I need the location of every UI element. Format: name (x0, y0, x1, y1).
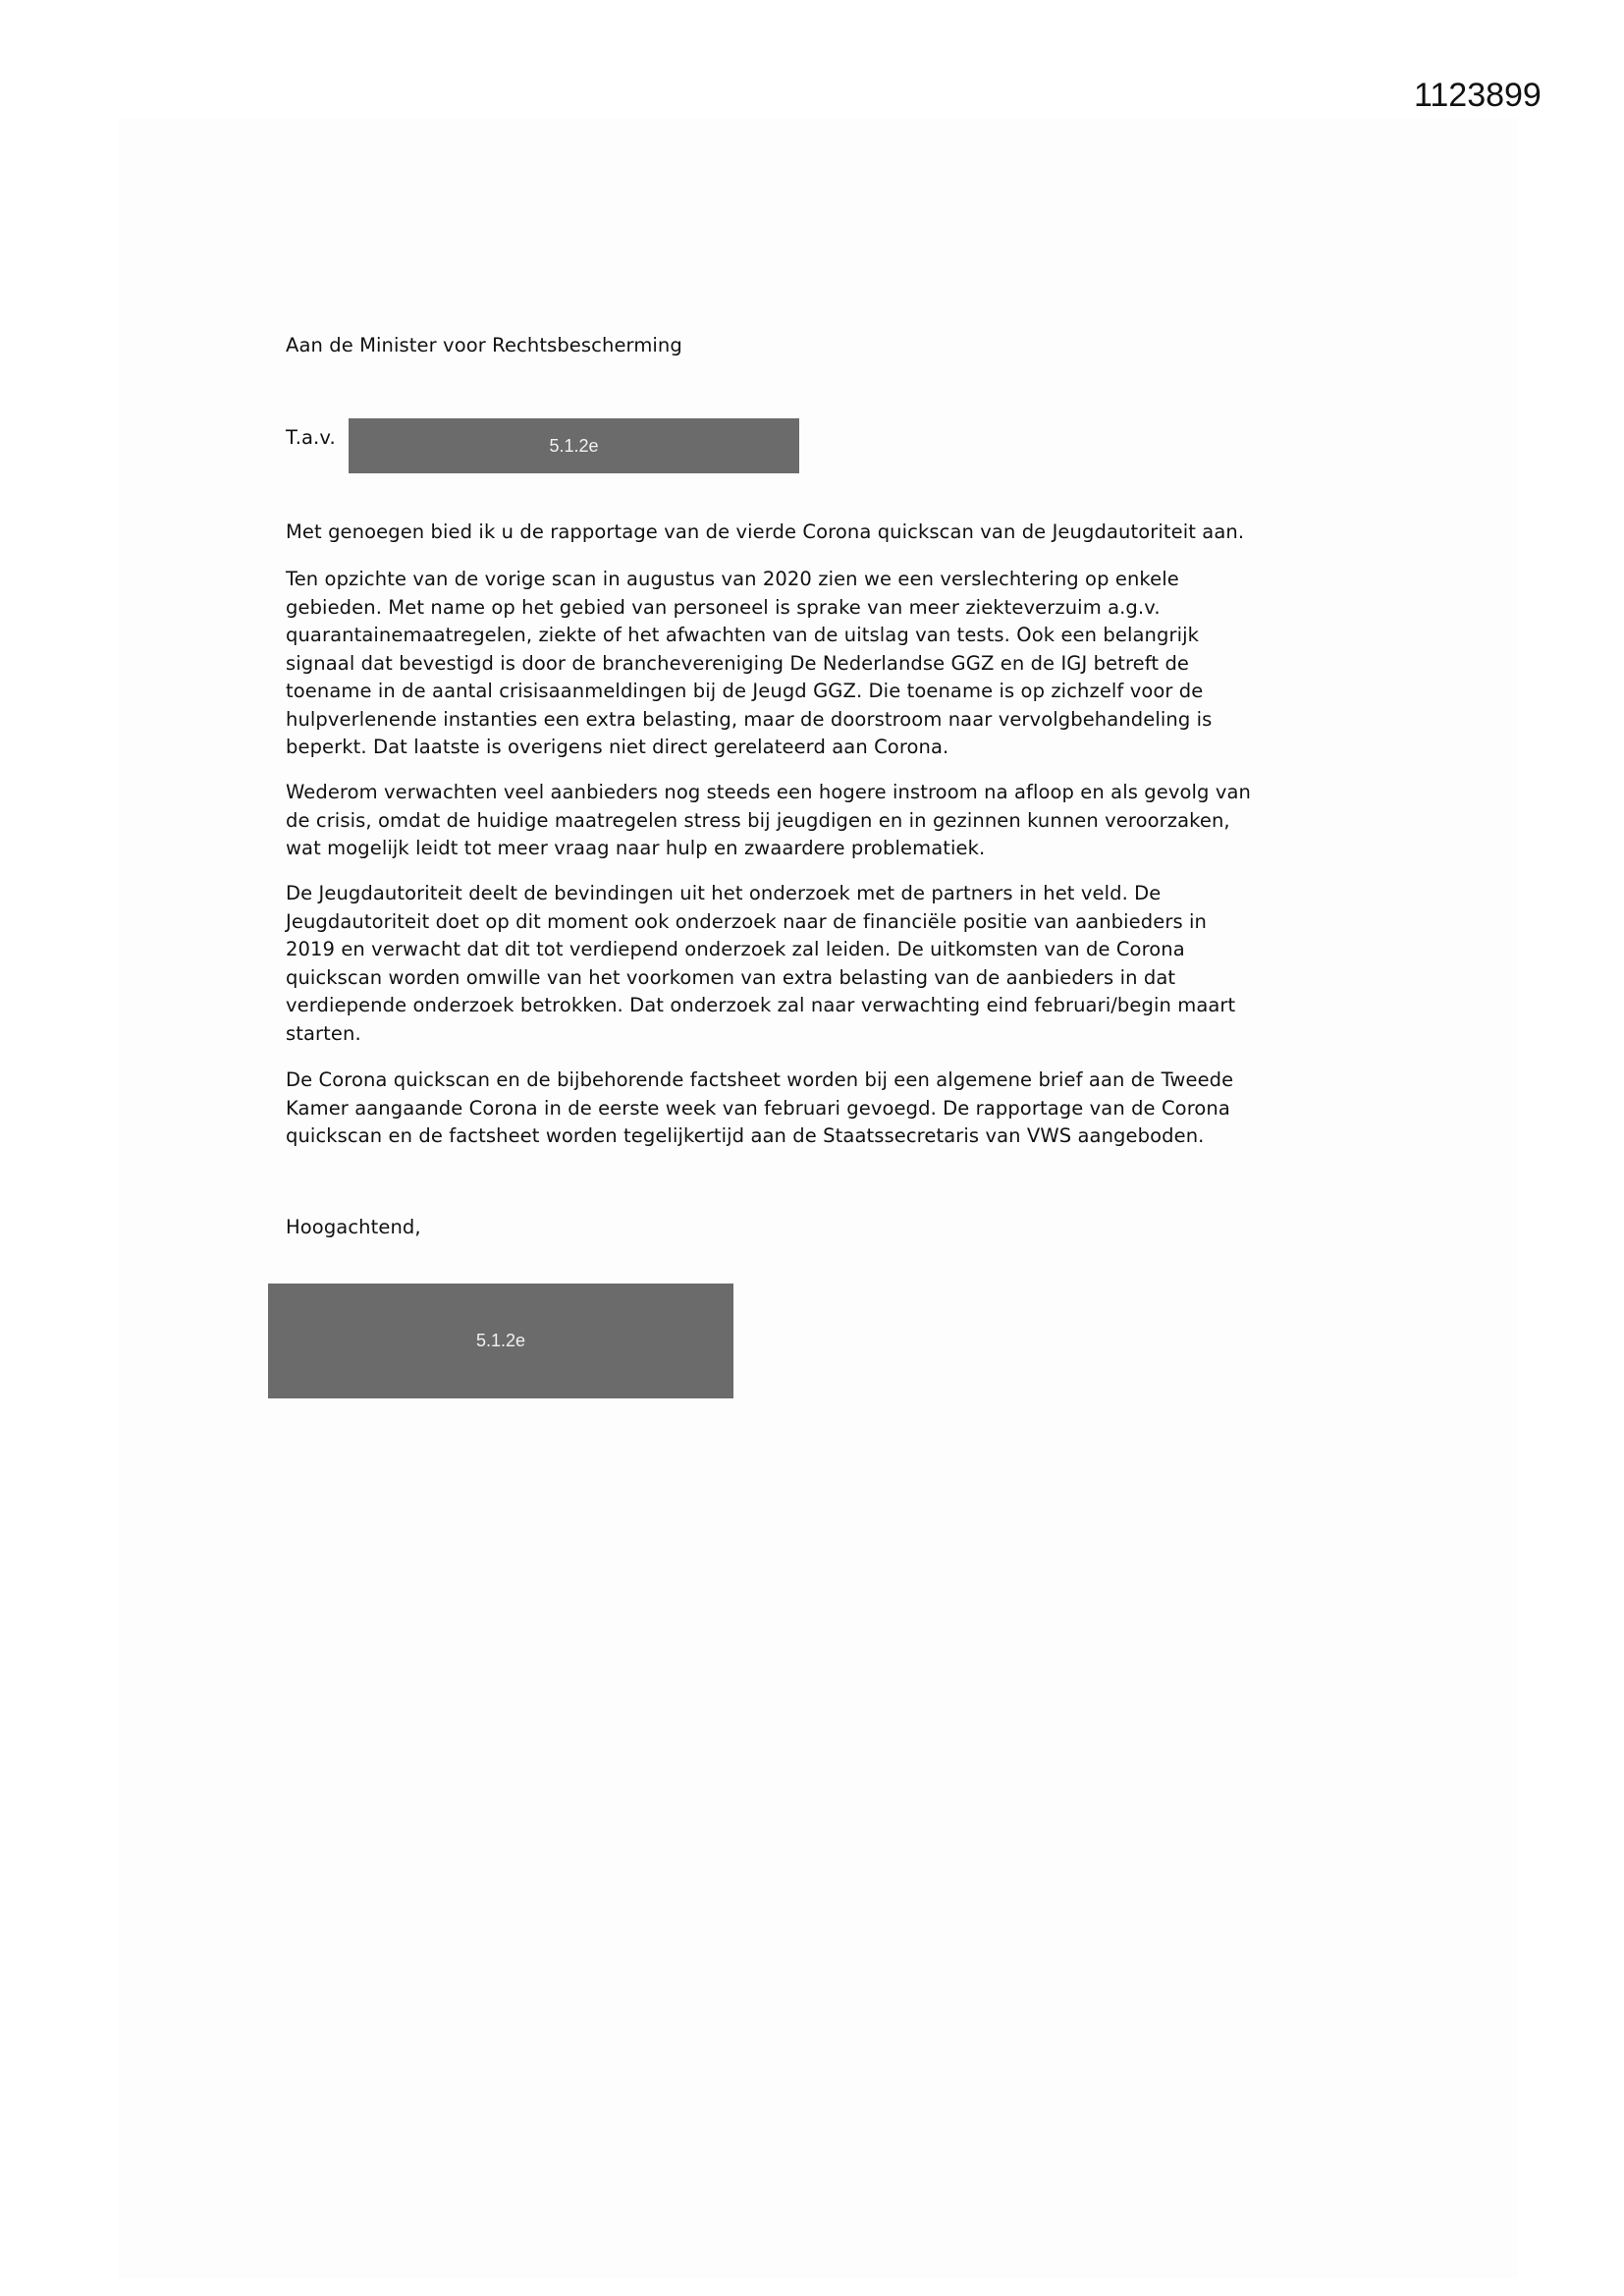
text-line: Wederom verwachten veel aanbieders nog steeds een hogere instroom na afloop en als gevolg van (286, 781, 1251, 803)
tav-label: T.a.v. (286, 426, 336, 449)
text-line: de crisis, omdat de huidige maatregelen stress bij jeugdigen en in gezinnen kunnen veroorzaken, (286, 808, 1230, 832)
text-line: quickscan worden omwille van het voorkomen van extra belasting van de aanbieders in dat (286, 965, 1176, 989)
text-line: hulpverlenende instanties een extra belasting, maar de doorstroom naar vervolgbehandeling is (286, 707, 1213, 731)
paragraph-5 (286, 1066, 1233, 1151)
text-line: Met genoegen bied ik u de rapportage van de vierde Corona quickscan van de Jeugdautoriteit aan. (286, 520, 1245, 543)
text-line: Kamer aangaande Corona in de eerste week van februari gevoegd. De rapportage van de Corona (286, 1096, 1230, 1120)
redaction-block-signature: 5.1.2e (268, 1284, 733, 1398)
paragraph-2 (286, 566, 1212, 762)
text-line: quarantainemaatregelen, ziekte of het afwachten van de uitslag van tests. Ook een belangrijk (286, 624, 1200, 646)
text-line: signaal dat bevestigd is door de branchevereniging De Nederlandse GGZ en de IGJ betreft de (286, 651, 1190, 675)
text-line: 2019 en verwacht dat dit tot verdiepend onderzoek zal leiden. De uitkomsten van de Corona (286, 938, 1185, 960)
document-number: 1123899 (1414, 77, 1542, 114)
text-line: gebieden. Met name op het gebied van personeel is sprake van meer ziekteverzuim a.g.v. (286, 595, 1161, 619)
text-line: quickscan en de factsheet worden tegelijkertijd aan de Staatssecretaris van VWS aangeboden. (286, 1124, 1205, 1147)
text-line: Jeugdautoriteit doet op dit moment ook onderzoek naar de financiële positie van aanbieders in (286, 909, 1208, 933)
text-line: Ten opzichte van de vorige scan in augustus van 2020 zien we een verslechtering op enkele (286, 568, 1179, 590)
text-line: starten. (286, 1021, 361, 1045)
text-line: De Jeugdautoriteit deelt de bevindingen uit het onderzoek met de partners in het veld. De (286, 882, 1162, 904)
text-line: beperkt. Dat laatste is overigens niet direct gerelateerd aan Corona. (286, 736, 949, 758)
addressee: Aan de Minister voor Rechtsbescherming (286, 334, 682, 356)
text-line: wat mogelijk leidt tot meer vraag naar hulp en zwaardere problematiek. (286, 837, 986, 859)
redaction-block-recipient: 5.1.2e (349, 418, 799, 473)
paragraph-4 (286, 880, 1235, 1048)
closing: Hoogachtend, (286, 1216, 421, 1238)
text-line: toename in de aantal crisisaanmeldingen bij de Jeugd GGZ. Die toename is op zichzelf voor de (286, 680, 1204, 702)
paragraph-3 (286, 779, 1251, 863)
text-line: verdiepende onderzoek betrokken. Dat onderzoek zal naar verwachting eind februari/begin maart (286, 994, 1236, 1016)
text-line: De Corona quickscan en de bijbehorende factsheet worden bij een algemene brief aan de Tweede (286, 1068, 1234, 1091)
paragraph-1 (286, 519, 1244, 547)
